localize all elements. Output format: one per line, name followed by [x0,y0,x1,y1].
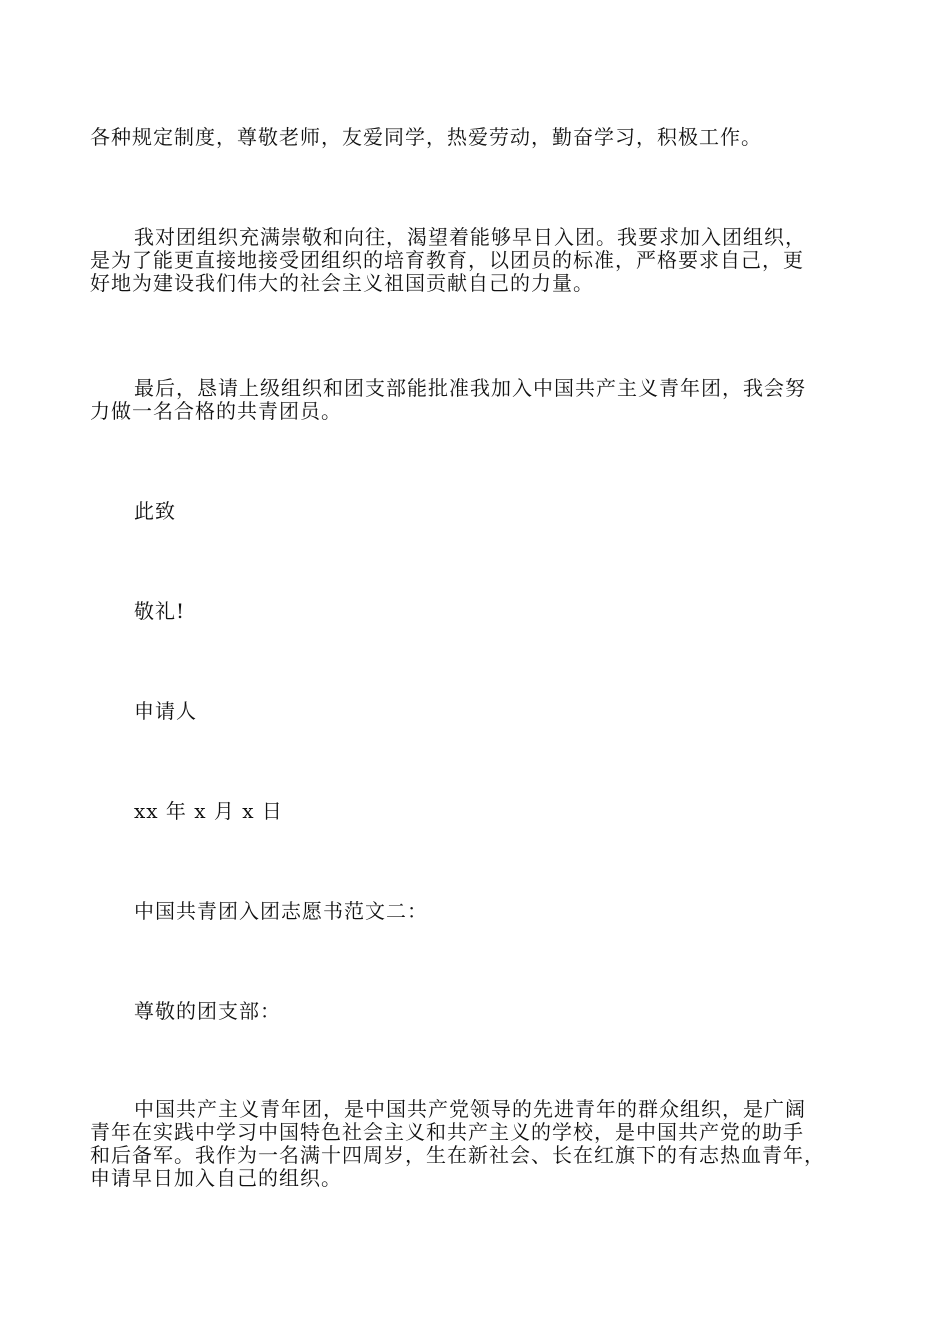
paragraph-line: 最后，恳请上级组织和团支部能批准我加入中国共产主义青年团，我会努 [134,376,806,400]
paragraph-line: 是为了能更直接地接受团组织的培育教育，以团员的标准，严格要求自己，更 [90,248,804,272]
paragraph-introduction [90,1098,862,1190]
paragraph-line: 申请早日加入自己的组织。 [90,1166,342,1190]
section-title: 中国共青团入团志愿书范文二： [134,899,428,923]
paragraph-line: 和后备军。我作为一名满十四周岁，生在新社会、长在红旗下的有志热血青年， [90,1143,825,1167]
paragraph-aspiration [90,226,862,295]
salute: 敬礼! [134,599,186,623]
paragraph-line: 力做一名合格的共青团员。 [90,399,342,423]
paragraph-line: 中国共产主义青年团，是中国共产党领导的先进青年的群众组织，是广阔 [134,1097,806,1121]
paragraph-rules-continuation [90,126,862,149]
applicant-label: 申请人 [134,699,197,723]
paragraph-line: 青年在实践中学习中国特色社会主义和共产主义的学校，是中国共产党的助手 [90,1120,804,1144]
closing-phrase: 此致 [134,499,176,523]
paragraph-line: 各种规定制度，尊敬老师，友爱同学，热爱劳动，勤奋学习，积极工作。 [90,125,762,149]
paragraph-request [90,377,862,423]
greeting: 尊敬的团支部： [134,999,281,1023]
paragraph-line: 好地为建设我们伟大的社会主义祖国贡献自己的力量。 [90,271,594,295]
paragraph-line: 我对团组织充满崇敬和向往，渴望着能够早日入团。我要求加入团组织， [134,225,806,249]
date-line: xx 年 x 月 x 日 [134,799,283,823]
